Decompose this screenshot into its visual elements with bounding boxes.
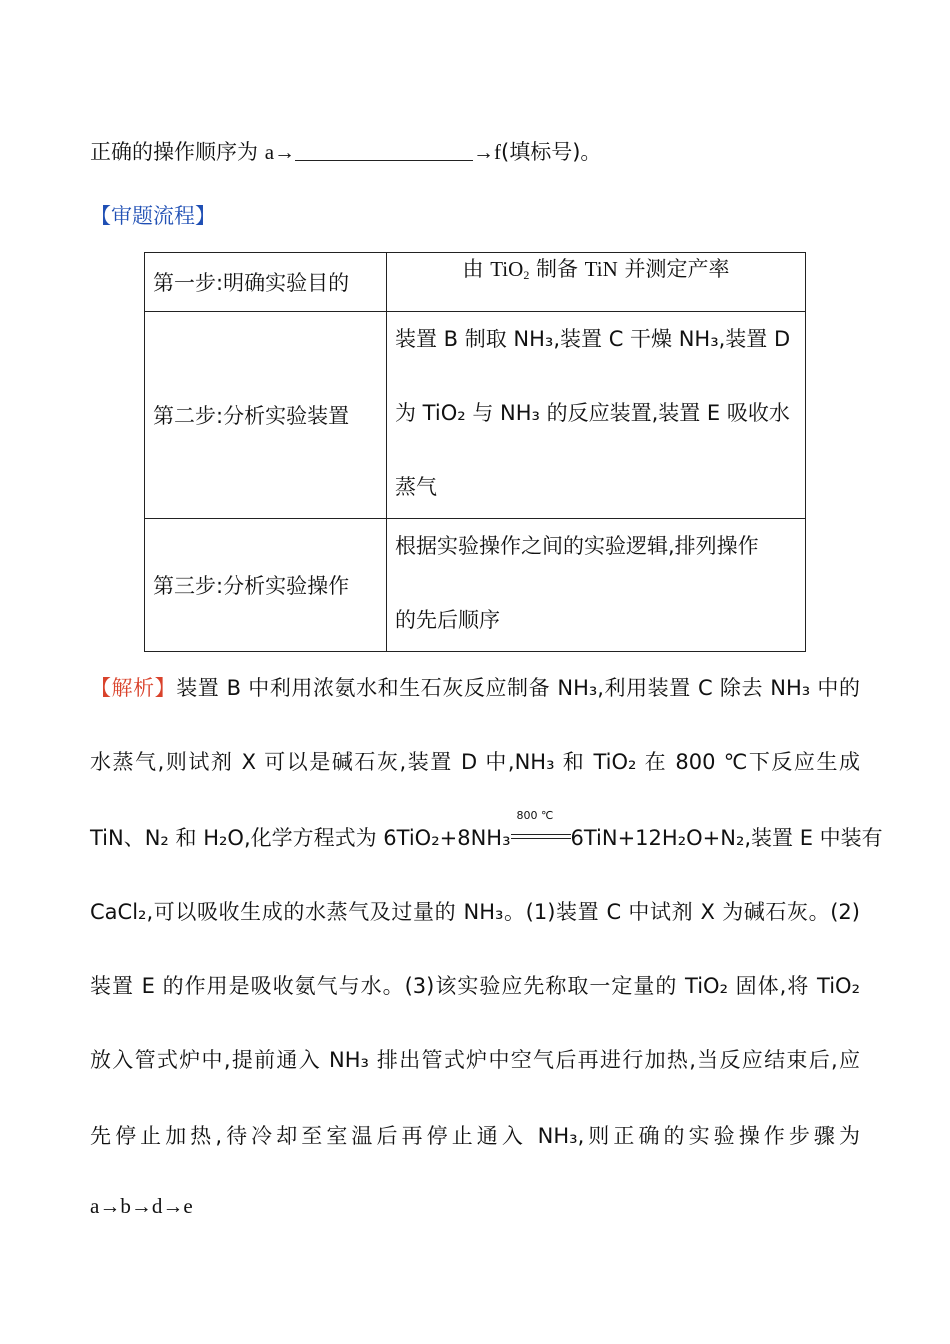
- step-cell: 第二步:分析实验装置: [145, 312, 387, 519]
- table-row: [145, 312, 806, 519]
- content-cell: [387, 519, 806, 652]
- analysis-line-6: 放入管式炉中,提前通入 NH₃ 排出管式炉中空气后再进行加热,当反应结束后,应: [90, 1048, 860, 1072]
- intro-end: →f: [473, 140, 502, 164]
- content-cell: [387, 312, 806, 519]
- flow-table: [144, 252, 806, 652]
- content-line: 为 TiO₂ 与 NH₃ 的反应装置,装置 E 吸收水: [395, 401, 790, 425]
- step-cell: 第三步:分析实验操作: [145, 519, 387, 652]
- intro-suffix: (填标号)。: [501, 140, 602, 164]
- content-line: 装置 B 制取 NH₃,装置 C 干燥 NH₃,装置 D: [395, 327, 791, 351]
- analysis-line-1: 【解析】装置 B 中利用浓氨水和生石灰反应制备 NH₃,利用装置 C 除去 NH₃ 中的: [90, 676, 860, 700]
- intro-prefix: 正确的操作顺序为: [90, 140, 265, 164]
- table-row: [145, 253, 806, 312]
- analysis-line-8: a→b→d→e: [90, 1194, 193, 1218]
- analysis-label: 【解析】: [90, 676, 177, 700]
- analysis-line-3: TiN、N₂ 和 H₂O,化学方程式为 6TiO₂+8NH₃ 800 ℃ 6TiN+12H₂O+N₂,装置 E 中装有: [90, 809, 883, 850]
- section-heading: 【审题流程】: [90, 204, 216, 228]
- intro-start: a→: [264, 140, 296, 164]
- content-line: 蒸气: [395, 475, 437, 499]
- content-line: 根据实验操作之间的实验逻辑,排列操作: [395, 534, 759, 558]
- analysis-line-2: 水蒸气,则试剂 X 可以是碱石灰,装置 D 中,NH₃ 和 TiO₂ 在 800 ℃下反应生成: [90, 750, 860, 774]
- analysis-line-5: 装置 E 的作用是吸收氨气与水。(3)该实验应先称取一定量的 TiO₂ 固体,将 TiO₂: [90, 974, 860, 998]
- step-cell: 第一步:明确实验目的: [145, 253, 387, 312]
- analysis-line-7: 先停止加热,待冷却至室温后再停止通入 NH₃,则正确的实验操作步骤为: [90, 1124, 860, 1148]
- reaction-arrow: 800 ℃: [511, 825, 571, 847]
- analysis-line-4: CaCl₂,可以吸收生成的水蒸气及过量的 NH₃。(1)装置 C 中试剂 X 为碱石灰。(2): [90, 900, 860, 924]
- content-cell: 由 TiO$_2$ 制备 TiN 并测定产率: [387, 253, 806, 312]
- table-row: [145, 519, 806, 652]
- content-line: 的先后顺序: [395, 608, 500, 632]
- answer-blank[interactable]: [295, 142, 473, 161]
- intro-line: [90, 136, 601, 166]
